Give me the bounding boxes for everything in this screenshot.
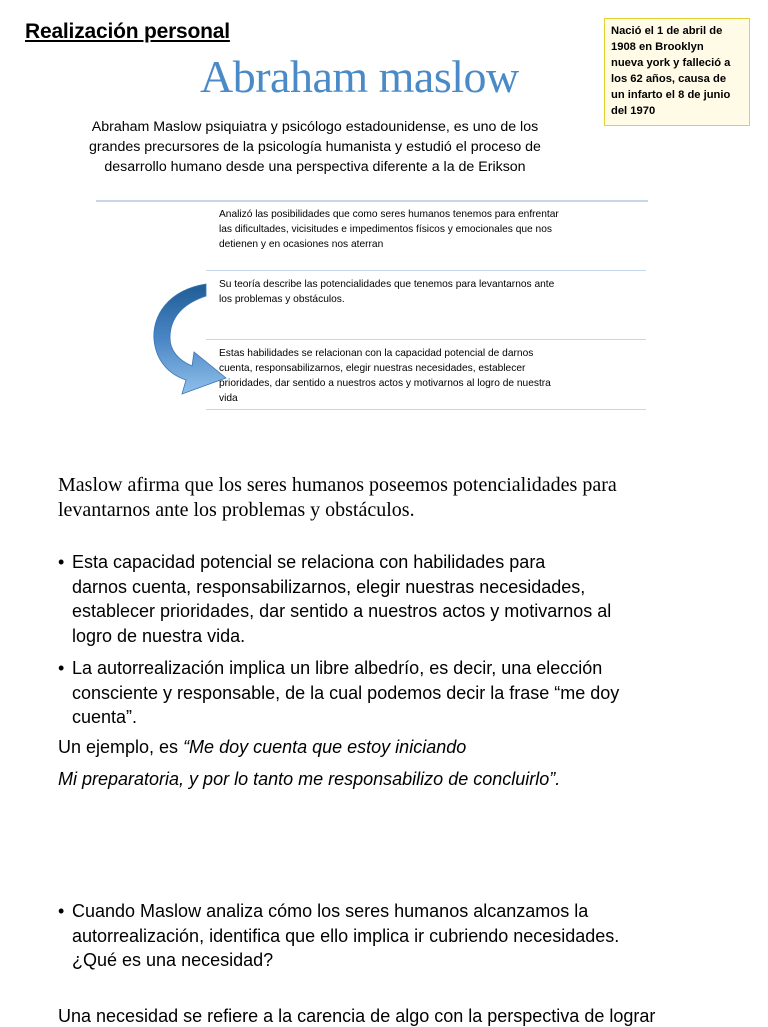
theory-diagram [96,198,648,413]
diagram-item-line: prioridades, dar sentido a nuestros actos y motivarnos al logro de nuestra [219,378,551,389]
diagram-item-line: los problemas y obstáculos. [219,294,345,305]
maslow-claim [58,473,718,523]
bullet-line: logro de nuestra vida. [72,625,246,646]
claim-line: Maslow afirma que los seres humanos poseemos potencialidades para [58,474,617,496]
diagram-item-line: detienen y en ocasiones nos aterran [219,239,384,250]
bullet-line: La autorrealización implica un libre albedrío, es decir, una elección [72,658,603,678]
bullet-capacity [58,550,738,648]
bio-note-line: Nació el 1 de abril de [611,25,723,37]
bullet-line: Esta capacidad potencial se relaciona con habilidades para [72,552,546,572]
bullet-text [58,656,738,730]
bullet-line: cuenta”. [72,707,138,727]
example-quote-start: “Me doy cuenta que estoy iniciando [183,737,467,757]
example-quote-end: Mi preparatoria, y por lo tanto me responsabilizo de concluirlo”. [58,769,561,789]
need-definition: Una necesidad se refiere a la carencia de algo con la perspectiva de lograr [58,1006,656,1026]
diagram-item-line: Analizó las posibilidades que como seres humanos tenemos para enfrentar [219,209,559,220]
intro-line: desarrollo humano desde una perspectiva diferente a la de Erikson [104,159,526,175]
bullet-line: consciente y responsable, de la cual podemos decir la frase “me doy [72,682,620,703]
section-heading: Realización personal [25,20,230,43]
bio-note-line: los 62 años, causa de [611,73,727,85]
diagram-item-line: vida [219,393,238,404]
bullet-text [58,550,738,648]
bio-note-line: del 1970 [611,105,656,117]
diagram-item-line: Su teoría describe las potencialidades que tenemos para levantarnos ante [219,279,555,290]
bullet-line: establecer prioridades, dar sentido a nuestros actos y motivarnos al [72,601,612,621]
bullet-marker: • [58,658,65,678]
claim-line: levantarnos ante los problemas y obstáculos. [58,499,415,521]
intro-paragraph [20,117,610,177]
intro-line: grandes precursores de la psicología humanista y estudió el proceso de [89,139,541,155]
bullet-line: Cuando Maslow analiza cómo los seres humanos alcanzamos la [72,901,589,921]
page-title: Abraham maslow [200,51,519,102]
bullet-text [58,899,738,973]
bio-note-line: nueva york y falleció a [611,57,731,69]
bullet-line: autorrealización, identifica que ello implica ir cubriendo necesidades. [72,925,620,946]
bio-note-line: un infarto el 8 de junio [611,89,731,101]
bullet-marker: • [58,552,65,572]
curved-arrow-icon [148,282,238,398]
example-prefix: Un ejemplo, es [58,737,184,757]
diagram-item-line: cuenta, responsabilizarnos, elegir nuestras necesidades, establecer [219,363,526,374]
example-line [58,737,466,758]
diagram-divider [206,270,646,271]
diagram-divider [96,200,648,202]
bio-note [604,18,750,126]
diagram-item-3 [219,346,639,406]
bullet-self-realization [58,656,738,730]
intro-line: Abraham Maslow psiquiatra y psicólogo estadounidense, es uno de los [91,119,539,135]
bullet-marker: • [58,901,65,921]
bullet-line: ¿Qué es una necesidad? [72,950,274,970]
diagram-item-line: Estas habilidades se relacionan con la capacidad potencial de darnos [219,348,534,359]
diagram-divider [206,409,646,410]
bio-note-line: 1908 en Brooklyn [611,41,704,53]
diagram-item-1 [219,207,639,252]
diagram-item-2 [219,277,639,307]
bullet-needs [58,899,738,973]
diagram-item-line: las dificultades, vicisitudes e impedimentos físicos y emocionales que nos [219,224,552,235]
bullet-line: darnos cuenta, responsabilizarnos, elegir nuestras necesidades, [72,576,586,597]
diagram-divider [206,339,646,340]
